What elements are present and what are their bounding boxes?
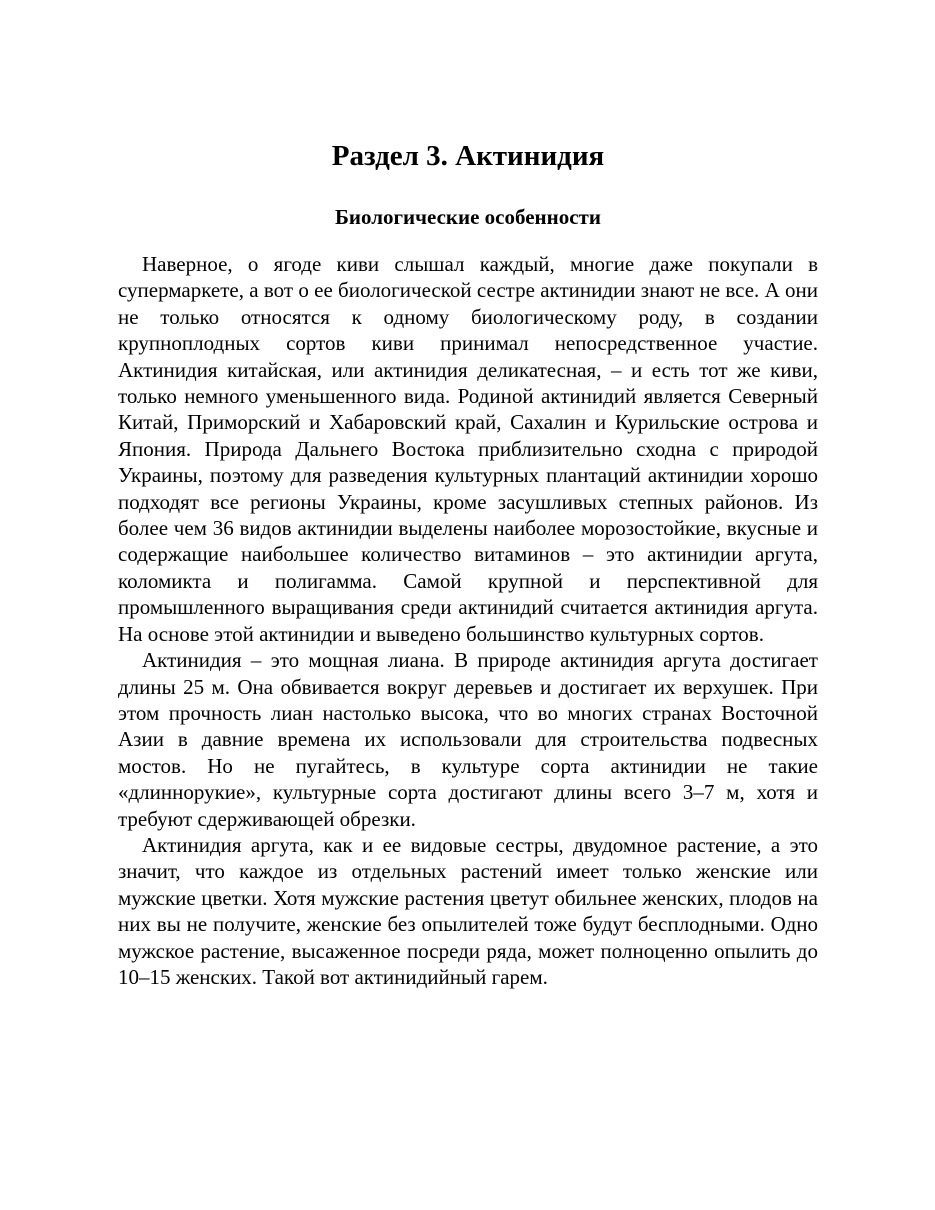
body-text — [118, 251, 818, 990]
document-page — [118, 138, 818, 990]
paragraph-1: Наверное, о ягоде киви слышал каждый, многие даже покупали в супермаркете, а вот о ее биологической сестре актинидии знают не все. А они не только относятся к одному биологическому роду, в создании крупноплодных сортов киви принимал непосредственное участие. Актинидия китайская, или актинидия деликатесная, – и есть тот же киви, только немного уменьшенного вида. Родиной актинидий является Северный Китай, Приморский и Хабаровский край, Сахалин и Курильские острова и Япония. Природа Дальнего Востока приблизительно сходна с природой Украины, поэтому для разведения культурных плантаций актинидии хорошо подходят все регионы Украины, кроме засушливых степных районов. Из более чем 36 видов актинидии выделены наиболее морозостойкие, вкусные и содержащие наибольшее количество витаминов – это актинидии аргута, коломикта и полигамма. Самой крупной и перспективной для промышленного выращивания среди актинидий считается актинидия аргута. На основе этой актинидии и выведено большинство культурных сортов. — [118, 252, 818, 646]
section-title: Раздел 3. Актинидия — [331, 140, 605, 172]
paragraph-2: Актинидия – это мощная лиана. В природе актинидия аргута достигает длины 25 м. Она обвивается вокруг деревьев и достигает их верхушек. При этом прочность лиан настолько высока, что во многих странах Восточной Азии в давние времена их использовали для строительства подвесных мостов. Но не пугайтесь, в культуре сорта актинидии не такие «длиннорукие», культурные сорта достигают длины всего 3–7 м, хотя и требуют сдерживающей обрезки. — [118, 648, 818, 831]
subsection-title: Биологические особенности — [335, 205, 601, 229]
paragraph-3: Актинидия аргута, как и ее видовые сестры, двудомное растение, а это значит, что каждое из отдельных растений имеет только женские или мужские цветки. Хотя мужские растения цветут обильнее женских, плодов на них вы не получите, женские без опылителей тоже будут бесплодными. Одно мужское растение, высаженное посреди ряда, может полноценно опылить до 10–15 женских. Такой вот актинидийный гарем. — [118, 832, 818, 989]
